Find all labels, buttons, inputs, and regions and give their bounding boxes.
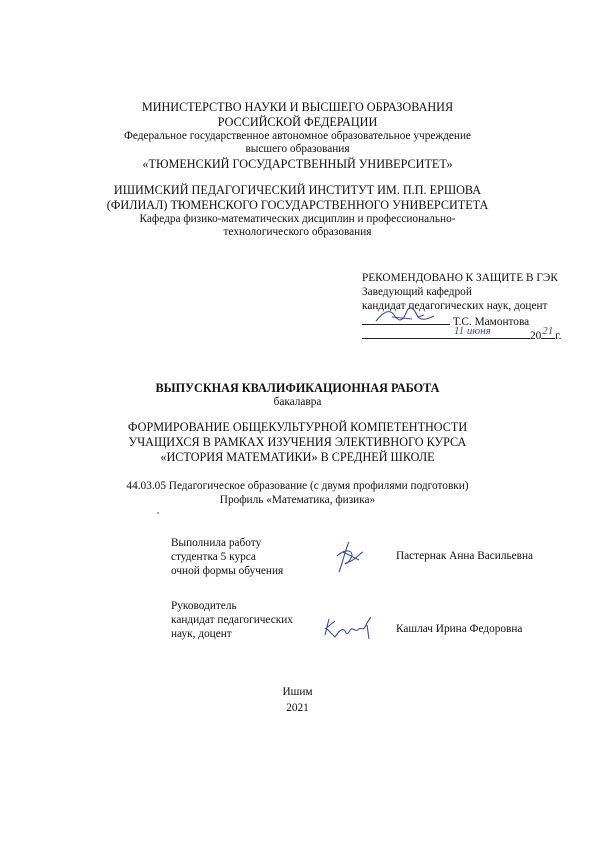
topic-line-1: ФОРМИРОВАНИЕ ОБЩЕКУЛЬТУРНОЙ КОМПЕТЕНТНОСТИ: [127, 420, 468, 434]
author-label: [171, 536, 311, 578]
scan-speck: [157, 512, 159, 514]
author-row: [171, 536, 571, 580]
supervisor-label-line-3: наук, доцент: [171, 628, 232, 640]
department-line-2: технологического образования: [223, 226, 372, 239]
head-name: Т.С. Мамонтова: [452, 316, 530, 328]
topic-line-2: УЧАЩИХСЯ В РАМКАХ ИЗУЧЕНИЯ ЭЛЕКТИВНОГО КУРСА: [128, 434, 467, 449]
head-role: Заведующий кафедрой: [362, 286, 472, 298]
ministry-line: МИНИСТЕРСТВО НАУКИ И ВЫСШЕГО ОБРАЗОВАНИЯ: [141, 100, 454, 114]
date-row: [362, 327, 592, 341]
year: 2021: [286, 702, 309, 714]
specialty-profile: Профиль «Математика, физика»: [219, 493, 376, 506]
year-prefix: 20: [530, 330, 542, 342]
date-handwritten: 11 июня: [454, 325, 491, 337]
supervisor-label-line-1: Руководитель: [171, 600, 237, 612]
head-signature: [372, 307, 442, 327]
author-signature: [329, 538, 369, 578]
institute-name-line-2: (ФИЛИАЛ) ТЮМЕНСКОГО ГОСУДАРСТВЕННОГО УНИВЕРСИТЕТА: [106, 197, 489, 212]
year-line: [541, 327, 555, 339]
author-label-line-2: студентка 5 курса: [171, 551, 256, 563]
author-name: Пастернак Анна Васильевна: [396, 550, 534, 562]
specialty-code: 44.03.05 Педагогическое образование (с двумя профилями подготовки): [126, 480, 469, 492]
institution-type-line: Федеральное государственное автономное образовательное учреждение: [123, 129, 472, 142]
thesis-type-block: [0, 381, 595, 409]
education-level-line: высшего образования: [245, 143, 350, 156]
recommendation-title: РЕКОМЕНДОВАНО К ЗАЩИТЕ В ГЭК: [362, 272, 558, 284]
supervisor-signature: [321, 613, 377, 643]
thesis-type: ВЫПУСКНАЯ КВАЛИФИКАЦИОННАЯ РАБОТА: [155, 381, 440, 395]
author-label-line-1: Выполнила работу: [171, 537, 262, 549]
supervisor-label: [171, 599, 311, 641]
federation-line: РОССИЙСКОЙ ФЕДЕРАЦИИ: [217, 114, 378, 129]
institute-header: [0, 183, 595, 240]
institute-name-line-1: ИШИМСКИЙ ПЕДАГОГИЧЕСКИЙ ИНСТИТУТ ИМ. П.П. ЕРШОВА: [113, 183, 482, 197]
signature-line: [362, 313, 450, 325]
supervisor-label-line-2: кандидат педагогических: [171, 614, 293, 626]
university-name: «ТЮМЕНСКИЙ ГОСУДАРСТВЕННЫЙ УНИВЕРСИТЕТ»: [142, 156, 453, 171]
specialty-block: [0, 480, 595, 507]
year-unit: г.: [555, 330, 562, 342]
thesis-topic: [0, 420, 595, 464]
supervisor-name: Кашлач Ирина Федоровна: [396, 623, 523, 635]
department-line-1: Кафедра физико-математических дисциплин и профессионально-: [139, 212, 456, 225]
ministry-header: [0, 100, 595, 172]
city-year-block: [0, 684, 595, 716]
thesis-level: бакалавра: [273, 395, 322, 408]
year-handwritten: 21: [542, 325, 554, 337]
city: Ишим: [282, 686, 313, 698]
recommendation-block: [362, 271, 592, 341]
topic-line-3: «ИСТОРИЯ МАТЕМАТИКИ» В СРЕДНЕЙ ШКОЛЕ: [160, 449, 435, 464]
date-line: [362, 327, 530, 339]
supervisor-row: [171, 599, 571, 643]
head-degree: кандидат педагогических наук, доцент: [362, 300, 548, 312]
author-label-line-3: очной формы обучения: [171, 565, 284, 577]
